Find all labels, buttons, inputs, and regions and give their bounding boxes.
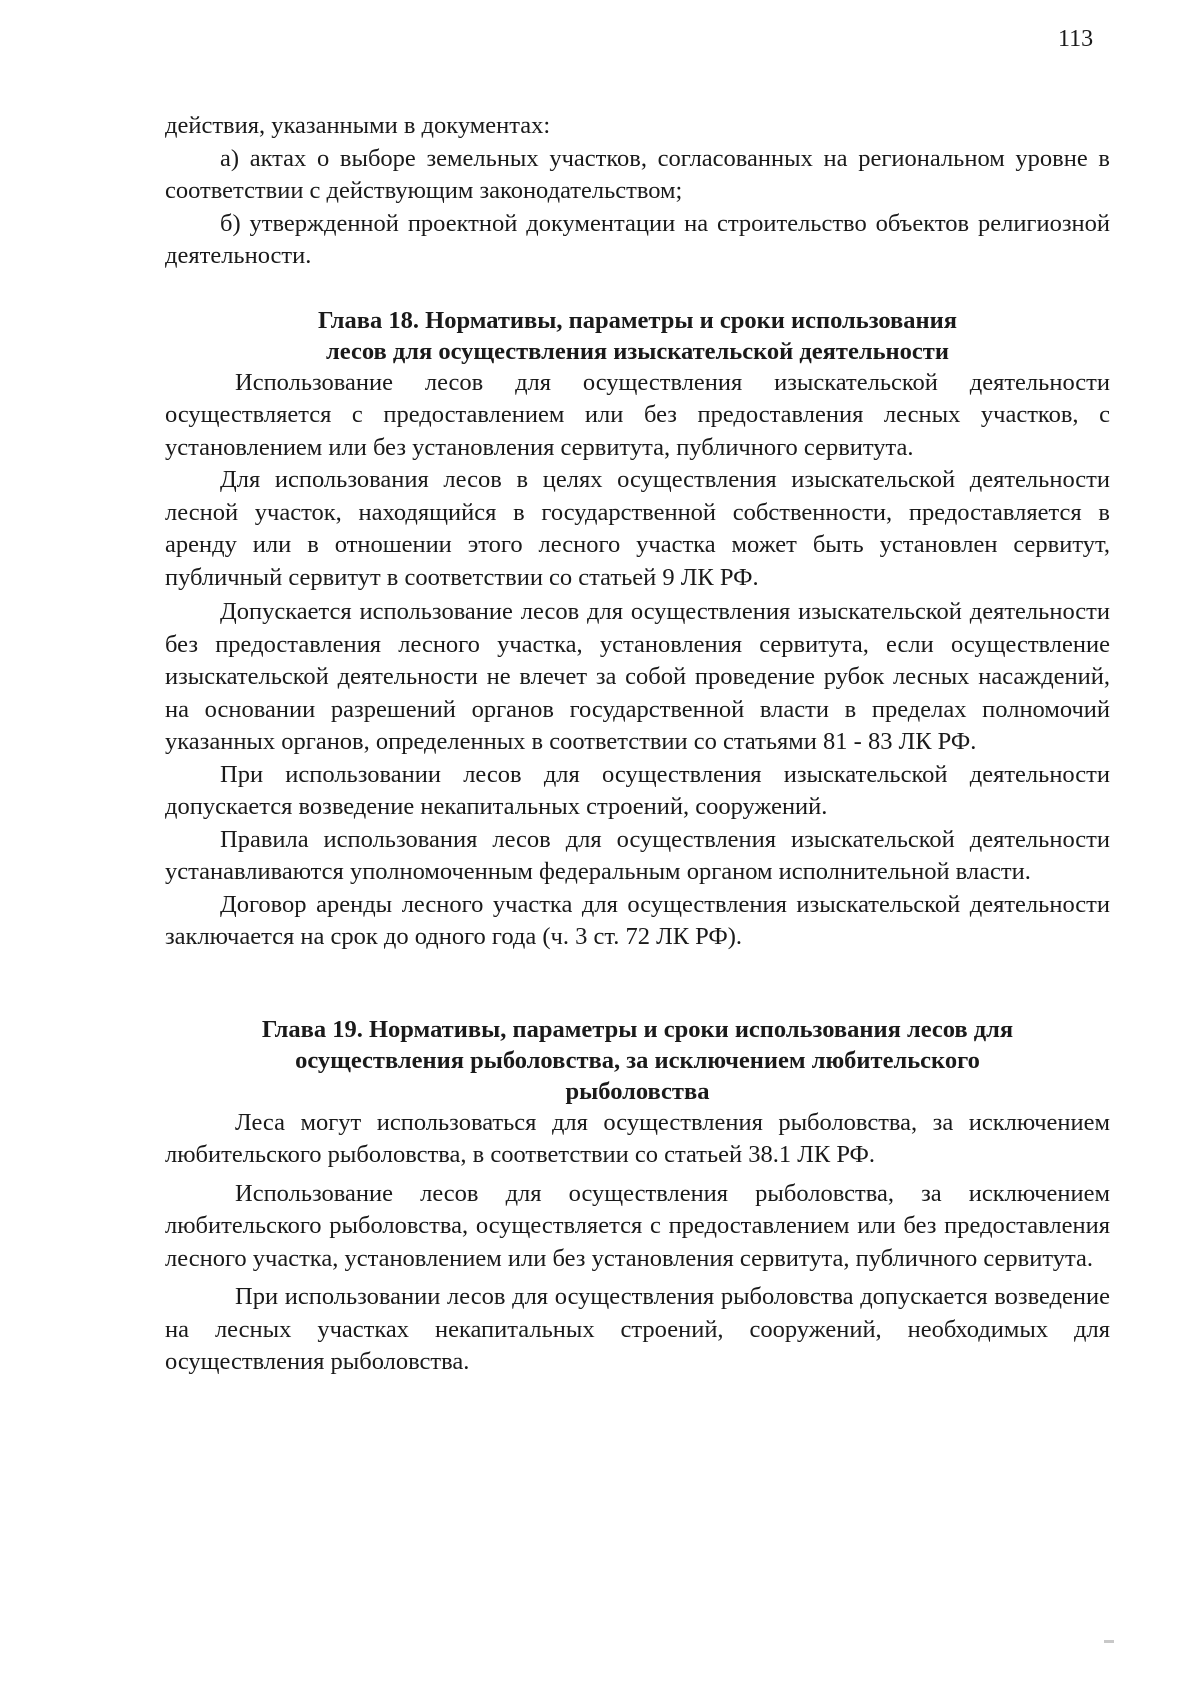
chapter-18-section	[165, 305, 1110, 954]
chapter-19-paragraph: Леса могут использоваться для осуществления рыболовства, за исключением любительского рыболовства, в соответствии со статьей 38.1 ЛК РФ.	[165, 1108, 1110, 1168]
page-number: 113	[1058, 26, 1094, 52]
intro-line: действия, указанными в документах:	[165, 112, 551, 139]
chapter-18-paragraph: Использование лесов для осуществления изыскательской деятельности осуществляется с предоставлением или без предоставления лесных участков, с установлением или без установления сервитута, публичного сервитута.	[165, 368, 1110, 461]
chapter-19-heading-line-2: осуществления рыболовства, за исключением любительского	[295, 1046, 980, 1074]
scan-artifact-mark	[1104, 1640, 1114, 1643]
page-body	[165, 110, 1110, 1379]
list-item-b: б) утвержденной проектной документации на строительство объектов религиозной деятельности.	[165, 209, 1110, 269]
chapter-18-paragraph: Для использования лесов в целях осуществления изыскательской деятельности лесной участок, находящийся в государственной собственности, предоставляется в аренду или в отношении этого лесного участка может быть установлен сервитут, публичный сервитут в соответствии со статьей 9 ЛК РФ.	[165, 466, 1110, 591]
list-item-a: а) актах о выборе земельных участков, согласованных на региональном уровне в соответствии с действующим законодательством;	[165, 144, 1110, 204]
chapter-18-paragraph: Правила использования лесов для осуществления изыскательской деятельности устанавливаются уполномоченным федеральным органом исполнительной власти.	[165, 825, 1110, 885]
chapter-19-heading-line-3: рыболовства	[565, 1077, 710, 1105]
chapter-19-section	[165, 1014, 1110, 1379]
chapter-18-heading-line-1: Глава 18. Нормативы, параметры и сроки использования	[317, 306, 958, 334]
chapter-19-paragraph: Использование лесов для осуществления рыболовства, за исключением любительского рыболовства, осуществляется с предоставлением или без предоставления лесного участка, установлением или без установления сервитута, публичного сервитута.	[165, 1179, 1110, 1272]
chapter-18-heading-line-2: лесов для осуществления изыскательской деятельности	[326, 337, 949, 365]
chapter-18-paragraph: Допускается использование лесов для осуществления изыскательской деятельности без предоставления лесного участка, установления сервитута, если осуществление изыскательской деятельности не влечет за собой проведение рубок лесных насаждений, на основании разрешений органов государственной власти в пределах полномочий указанных органов, определенных в соответствии со статьями 81 - 83 ЛК РФ.	[165, 598, 1110, 755]
chapter-19-paragraph: При использовании лесов для осуществления рыболовства допускается возведение на лесных участках некапитальных строений, сооружений, необходимых для осуществления рыболовства.	[165, 1283, 1110, 1375]
chapter-18-paragraph: Договор аренды лесного участка для осуществления изыскательской деятельности заключается на срок до одного года (ч. 3 ст. 72 ЛК РФ).	[165, 890, 1110, 950]
chapter-19-heading-line-1: Глава 19. Нормативы, параметры и сроки использования лесов для	[261, 1015, 1014, 1043]
chapter-18-paragraph: При использовании лесов для осуществления изыскательской деятельности допускается возведение некапитальных строений, сооружений.	[165, 760, 1110, 820]
